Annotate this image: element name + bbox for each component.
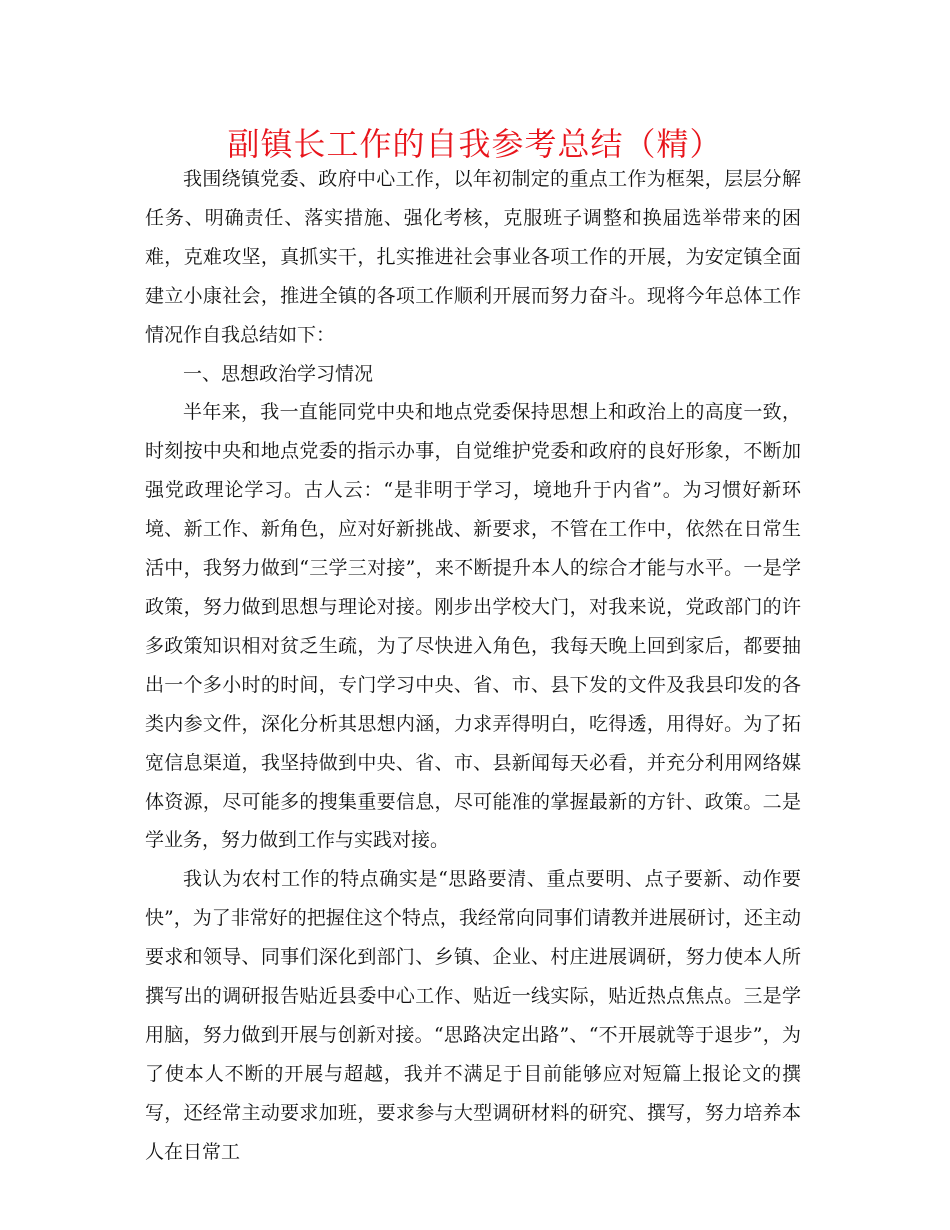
paragraph-rural-work: 我认为农村工作的特点确实是“思路要清、重点要明、点子要新、动作要快”，为了非常好的把握住这个特点，我经常向同事们请教并进展研讨，还主动要求和领导、同事们深化到部门、乡镇、企业、村庄进展调研，努力使本人所撰写出的调研报告贴近县委中心工作、贴近一线实际，贴近热点焦点。三是学用脑，努力做到开展与创新对接。“思路决定出路”、“不开展就等于退步”，为了使本人不断的开展与超越，我并不满足于目前能够应对短篇上报论文的撰写，还经常主动要求加班，要求参与大型调研材料的研究、撰写，努力培养本人在日常工	[145, 868, 801, 1163]
paragraph-study-details: 半年来，我一直能同党中央和地点党委保持思想上和政治上的高度一致，时刻按中央和地点党委的指示办事，自觉维护党委和政府的良好形象，不断加强党政理论学习。古人云：“是非明于学习，境地升于内省”。为习惯好新环境、新工作、新角色，应对好新挑战、新要求，不管在工作中，依然在日常生活中，我努力做到“三学三对接”，来不断提升本人的综合才能与水平。一是学政策，努力做到思想与理论对接。刚步出学校大门，对我来说，党政部门的许多政策知识相对贫乏生疏，为了尽快进入角色，我每天晚上回到家后，都要抽出一个多小时的时间，专门学习中央、省、市、县下发的文件及我县印发的各类内参文件，深化分析其思想内涵，力求弄得明白，吃得透，用得好。为了拓宽信息渠道，我坚持做到中央、省、市、县新闻每天必看，并充分利用网络媒体资源，尽可能多的搜集重要信息，尽可能准的掌握最新的方针、政策。二是学业务，努力做到工作与实践对接。	[145, 401, 801, 852]
paragraph-intro: 我围绕镇党委、政府中心工作，以年初制定的重点工作为框架，层层分解任务、明确责任、落实措施、强化考核，克服班子调整和换届选举带来的困难，克难攻坚，真抓实干，扎实推进社会事业各项工作的开展，为安定镇全面建立小康社会，推进全镇的各项工作顺利开展而努力奋斗。现将今年总体工作情况作自我总结如下：	[145, 168, 801, 346]
section-heading-political-study: 一、思想政治学习情况	[183, 362, 374, 385]
document-title: 副镇长工作的自我参考总结（精）	[227, 125, 723, 163]
document-body	[145, 160, 801, 1172]
